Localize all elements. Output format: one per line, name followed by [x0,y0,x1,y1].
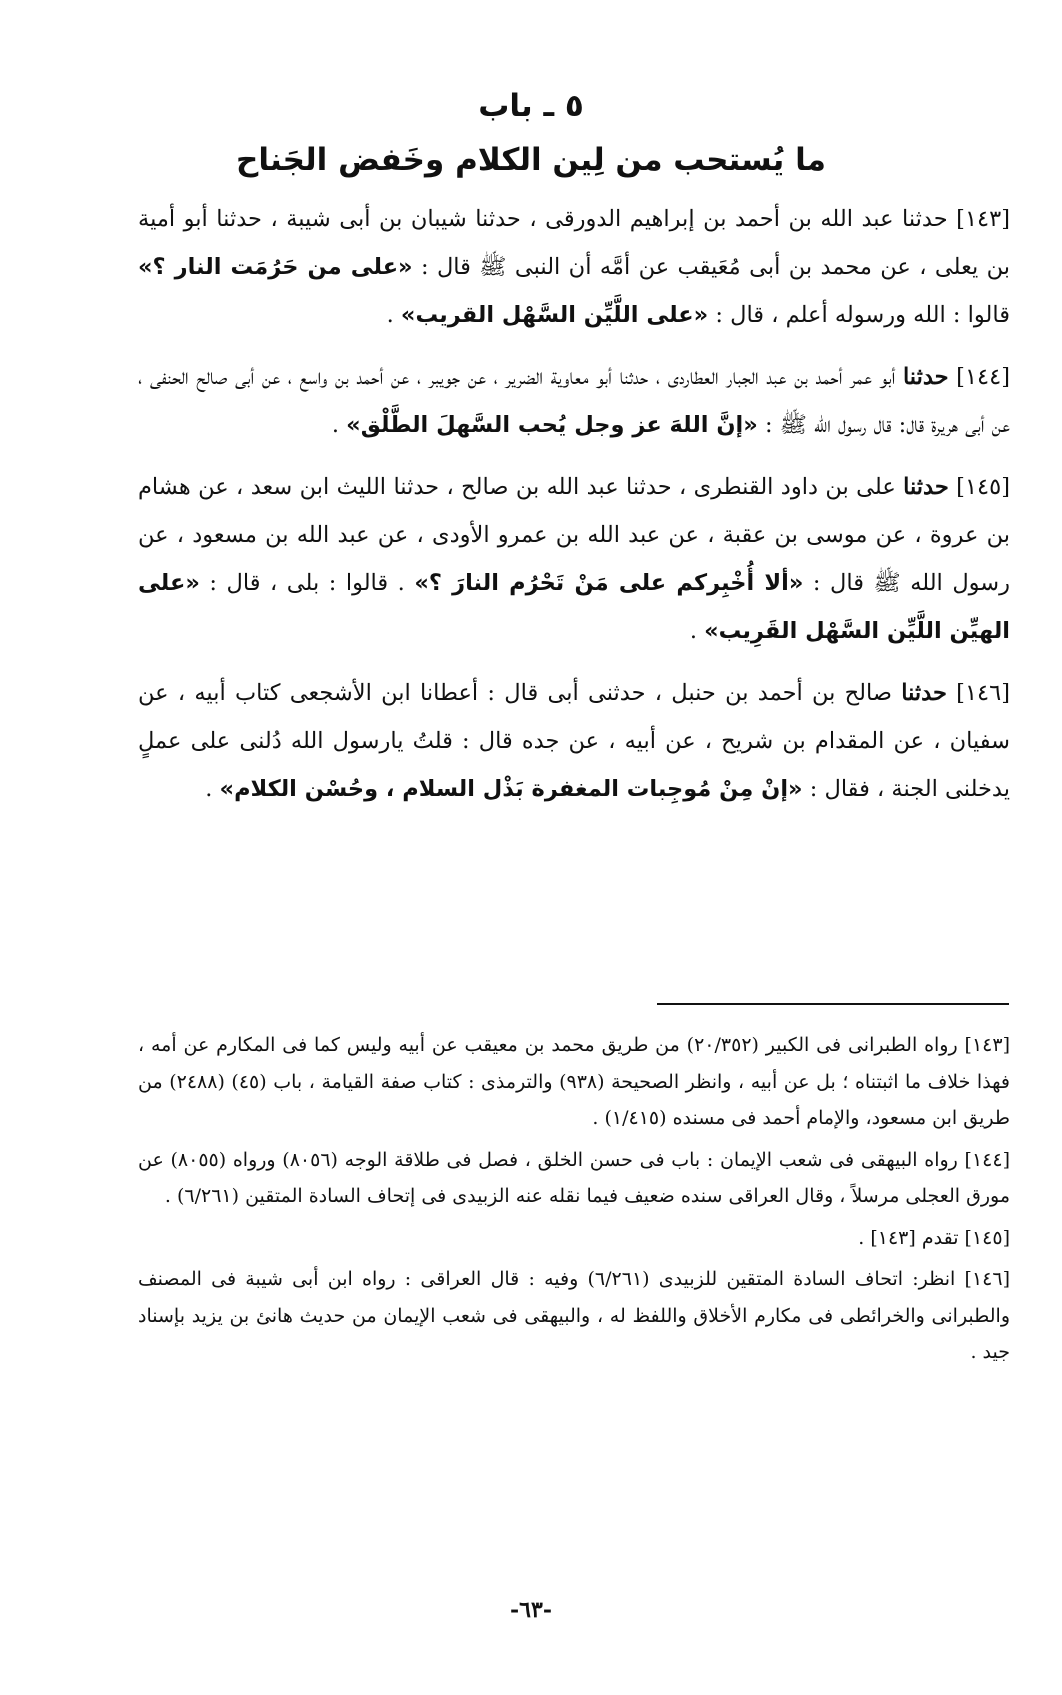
hadith-lead-word: حدثنا [902,364,949,390]
hadith-quote: «على الهيِّن اللَّيِّن السَّهْل القَرِيب» [138,570,1010,644]
footnote-text: تقدم [١٤٣] . [858,1226,959,1249]
hadith-end: . [331,412,339,438]
hadith-end: . [386,302,394,328]
hadith-end: . [205,776,213,802]
chapter-number: ٥ ـ باب [478,88,584,124]
main-text [138,195,1010,827]
hadith-number: [١٤٤] [956,364,1010,390]
hadith-chain: صالح بن أحمد بن حنبل ، حدثنى أبى قال : أعطانا ابن الأشجعى كتاب أبيه ، عن سفيان ، عن المقدام بن شريح ، عن أبيه ، عن جده قال : قلتُ يارسول الله دُلنى على عملٍ يدخلنى الجنة ، فقال : [138,680,1010,802]
hadith-quote: «على اللَّيِّن السَّهْل القريب» [400,302,709,328]
hadith-number: [١٤٥] [956,474,1010,500]
hadith-lead-word: حدثنا [901,680,947,706]
footnote-text: رواه البيهقى فى شعب الإيمان : باب فى حسن الخلق ، فصل فى طلاقة الوجه (٨٠٥٦) ورواه (٨٠٥٥) عن مورق العجلى مرسلاً ، وقال العراقى سنده ضعيف فيما نقله عنه الزبيدى فى إتحاف السادة المتقين (٦/٢٦١) . [138,1148,1010,1207]
footnotes [138,1027,1010,1376]
footnote-number: [١٤٤] [964,1148,1010,1171]
hadith-text: قالوا : الله ورسوله أعلم ، قال : [715,302,1010,328]
hadith-chain: حدثنا عبد الله بن أحمد بن إبراهيم الدورقى ، حدثنا شيبان بن أبى شيبة ، حدثنا أبو أمية بن يعلى ، عن محمد بن أبى مُعَيقب عن أمَّه أن النبى ﷺ قال : [138,206,1010,280]
hadith-lead-word: حدثنا [903,474,949,500]
footnote-143 [138,1027,1010,1137]
hadith-text: . قالوا : بلى ، قال : [209,570,405,596]
hadith-number: [١٤٣] [956,206,1010,232]
hadith-143 [138,195,1010,339]
hadith-number: [١٤٦] [956,680,1010,706]
footnote-text: رواه الطبرانى فى الكبير (٢٠/٣٥٢) من طريق محمد بن معيقب عن أبيه وليس كما فى المكارم عن أمه ، فهذا خلاف ما اثبتناه ؛ بل عن أبيه ، وانظر الصحيحة (٩٣٨) والترمذى : كتاب صفة القيامة ، باب (٤٥) (٢٤٨٨) من طريق ابن مسعود، والإمام أحمد فى مسنده (١/٤١٥) . [138,1034,1011,1129]
hadith-145 [138,463,1010,655]
hadith-end: . [689,618,697,644]
hadith-quote: «ألا أُخْبِركم على مَنْ تَحْرُم النارَ ؟» [414,570,804,596]
footnote-144 [138,1142,1010,1215]
footnote-number: [١٤٣] [964,1034,1010,1056]
hadith-quote: «إنَّ اللهَ عز وجل يُحب السَّهلَ الطَّلْق» [346,412,758,438]
hadith-quote: «إنْ مِنْ مُوجِبات المغفرة بَذْل السلام ، وحُسْن الكلام» [219,776,803,802]
footnote-text: انظر: اتحاف السادة المتقين للزبيدى (٦/٢٦١) وفيه : قال العراقى : رواه ابن أبى شيبة فى المصنف والطبرانى والخرائطى فى مكارم الأخلاق واللفظ له ، والبيهقى فى شعب الإيمان من حديث هانئ بن يزيد بإسناد جيد . [138,1268,1010,1363]
hadith-146 [138,669,1010,813]
hadith-144 [138,353,1010,449]
footnote-separator [657,1003,1009,1005]
page-number: -٦٣- [510,1597,552,1623]
footnote-number: [١٤٦] [964,1268,1011,1290]
hadith-quote: «على من حَرُمَت النار ؟» [138,254,413,280]
hadith-chain: أبو عمر أحمد بن عبد الجبار العطاردى ، حدثنا أبو معاوية الضرير ، عن جويبر ، عن أحمد بن واسع ، عن أبى صالح الحنفى ، عن أبى هريرة قال: قال رسول الله ﷺ : [138,364,1010,438]
footnote-145 [138,1220,1010,1257]
footnote-146 [138,1261,1010,1371]
hadith-chain: على بن داود القنطرى ، حدثنا عبد الله بن صالح ، حدثنا الليث ابن سعد ، عن هشام بن عروة ، عن موسى بن عقبة ، عن عبد الله بن عمرو الأودى ، عن عبد الله بن مسعود ، عن رسول الله ﷺ قال : [138,474,1011,596]
chapter-title: ما يُستحب من لِين الكلام وخَفض الجَناح [236,142,826,178]
footnote-number: [١٤٥] [964,1226,1010,1249]
